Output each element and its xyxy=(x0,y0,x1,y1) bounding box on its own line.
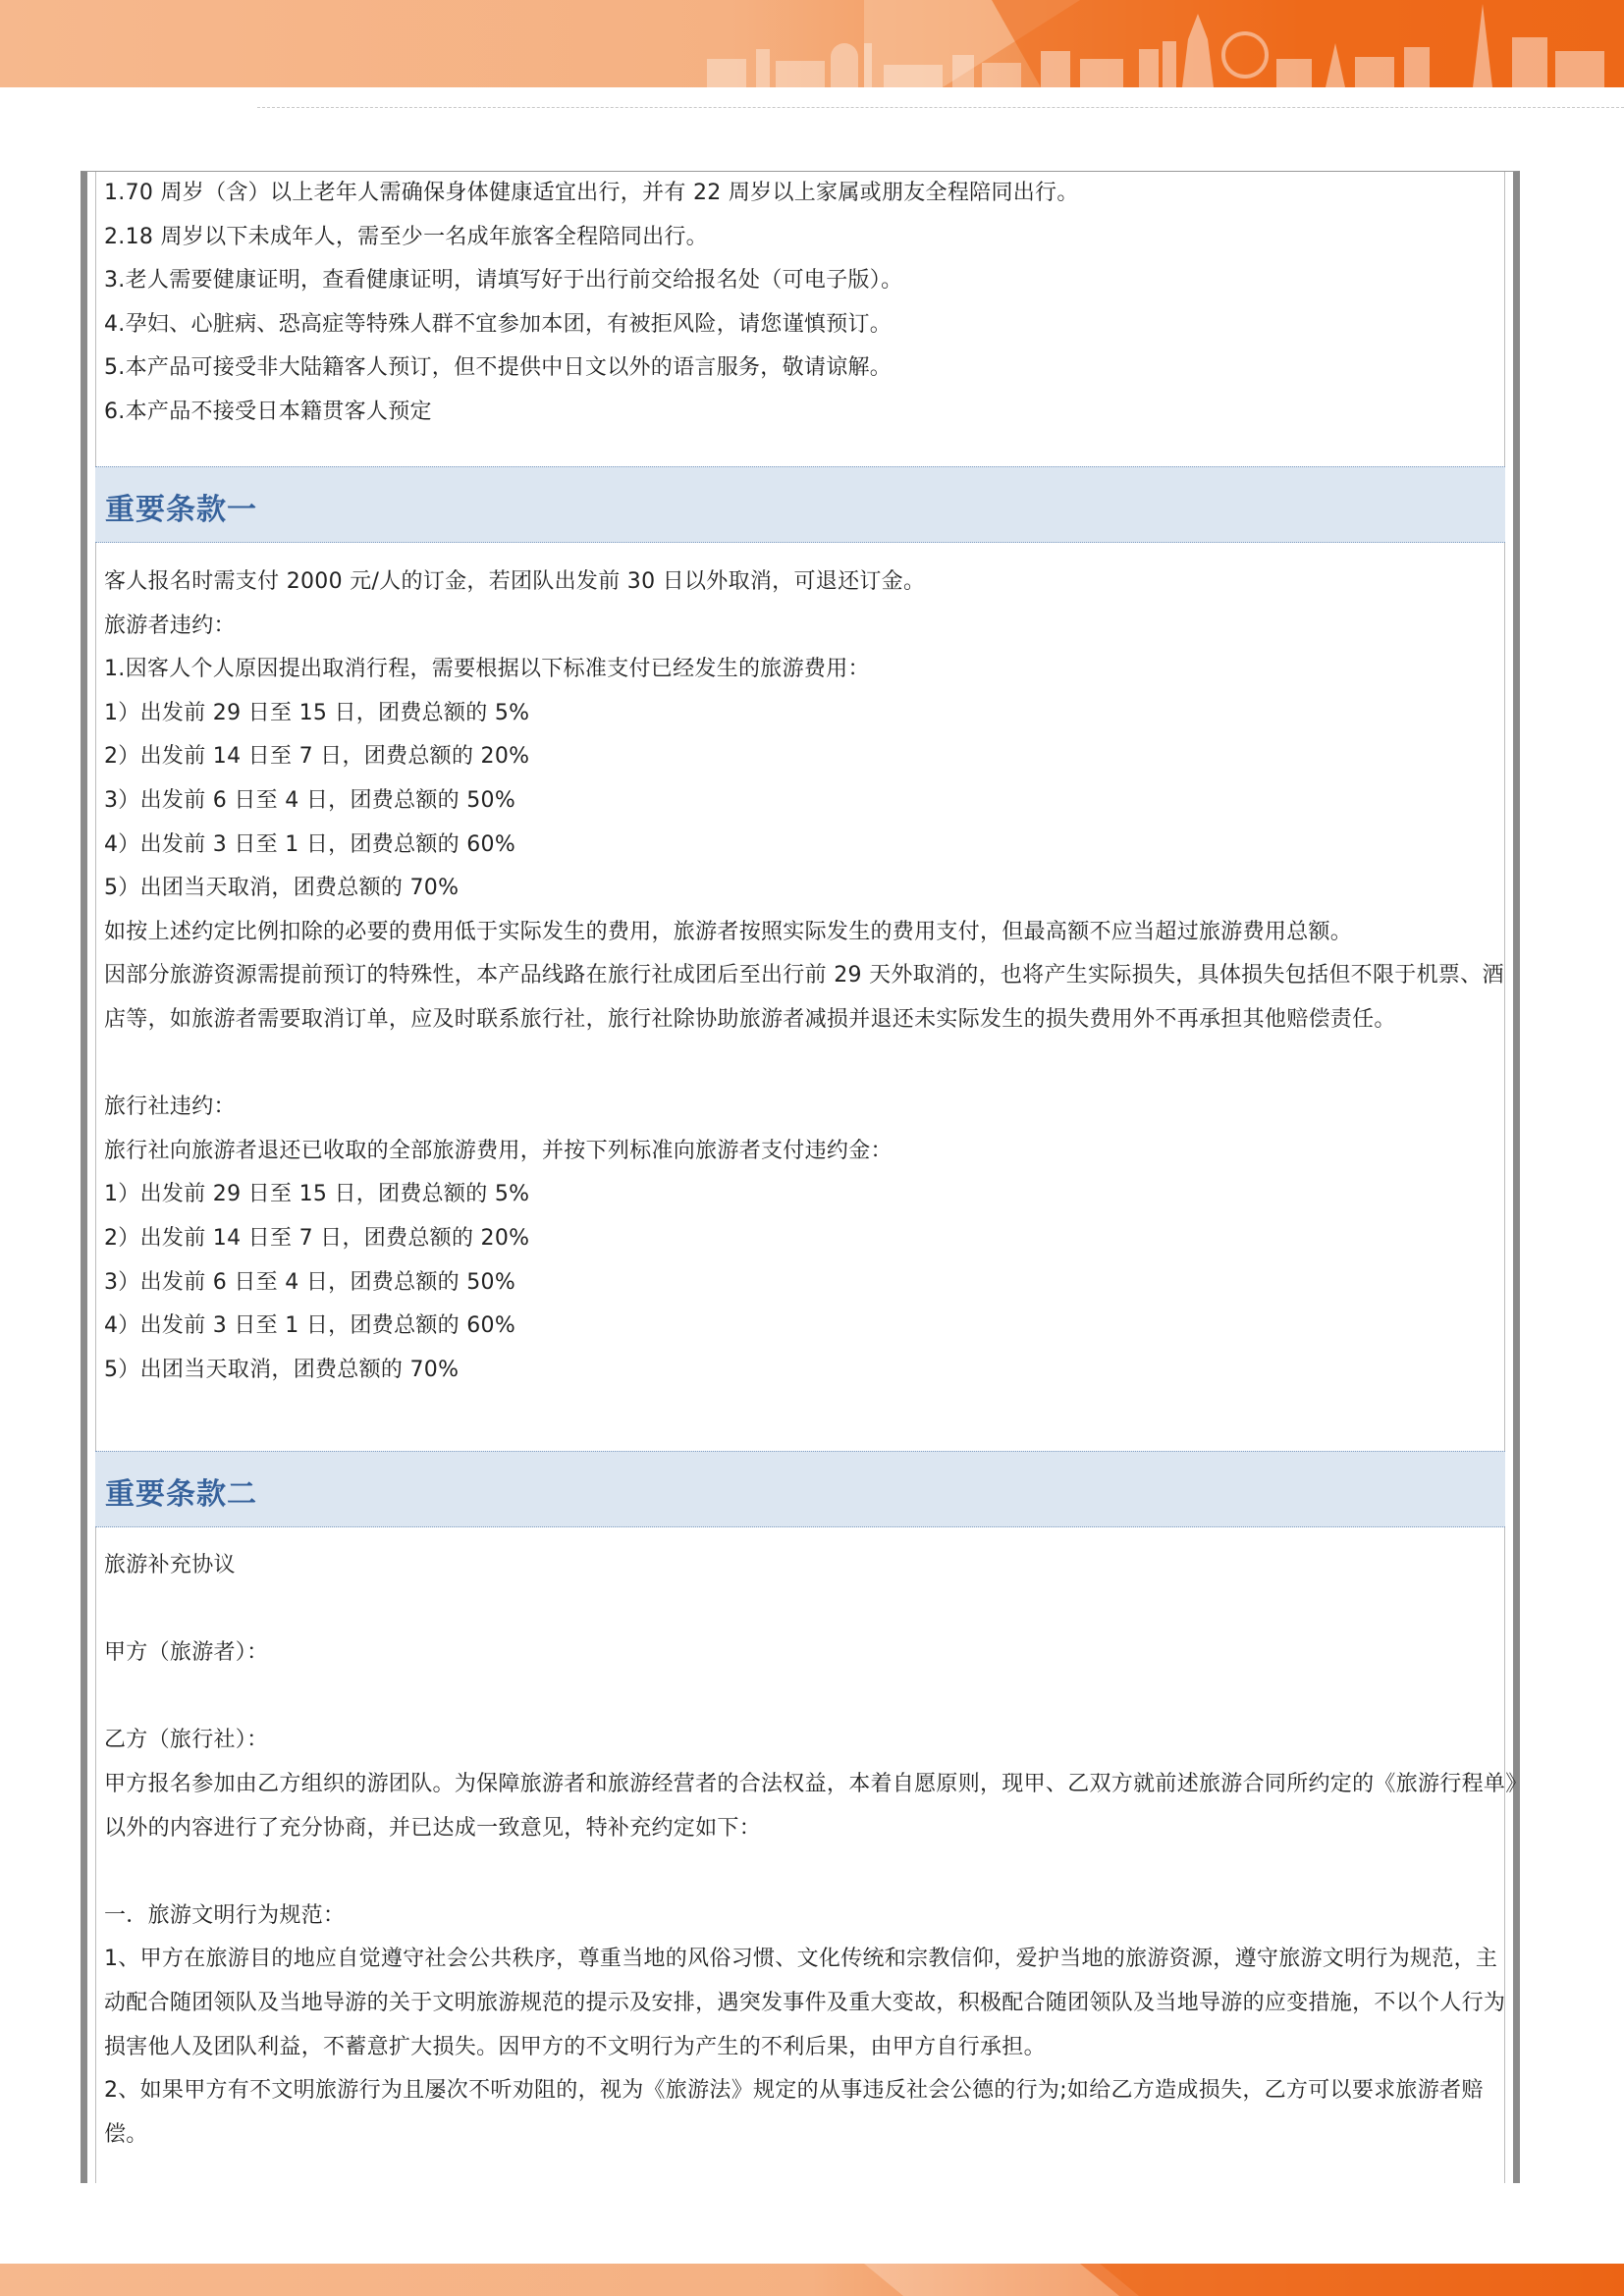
city-skyline-icon xyxy=(0,0,1624,87)
header-divider xyxy=(257,107,1624,108)
tourist-breach-title: 旅游者违约： xyxy=(104,613,236,638)
agency-breach-item: 5）出团当天取消，团费总额的 70% xyxy=(104,1357,460,1382)
blank-line xyxy=(104,1850,1518,1895)
blank-line xyxy=(104,1042,1518,1087)
tourist-breach-item: 5）出团当天取消，团费总额的 70% xyxy=(104,876,460,901)
notice-line: 6.本产品不接受日本籍贯客人预定 xyxy=(104,399,432,424)
party-b-label: 乙方（旅行社）： xyxy=(104,1728,269,1753)
notice-line: 1.70 周岁（含）以上老年人需确保身体健康适宜出行，并有 22 周岁以上家属或朋友全程陪同出行。 xyxy=(104,181,1079,205)
agency-breach-item: 3）出发前 6 日至 4 日，团费总额的 50% xyxy=(104,1269,516,1295)
clause-one-body xyxy=(104,561,1518,1392)
section-title: 重要条款一 xyxy=(105,493,257,527)
notice-line: 3.老人需要健康证明，查看健康证明，请填写好于出行前交给报名处（可电子版）。 xyxy=(104,268,903,294)
section-title: 重要条款二 xyxy=(105,1477,257,1512)
notice-section xyxy=(104,172,1518,435)
notice-line: 2.18 周岁以下未成年人，需至少一名成年旅客全程陪同出行。 xyxy=(104,224,708,249)
section-heading-clause-one xyxy=(95,466,1505,543)
content-box xyxy=(81,171,1520,2183)
agency-breach-item: 1）出发前 29 日至 15 日，团费总额的 5% xyxy=(104,1182,530,1207)
agreement-preamble: 甲方报名参加由乙方组织的游团队。为保障旅游者和旅游经营者的合法权益，本着自愿原则，现甲、乙双方就前述旅游合同所约定的《旅游行程单》以外的内容进行了充分协商，并已达成一致意见，特补充约定如下： xyxy=(104,1771,1517,1841)
footer-stripe-icon xyxy=(0,2264,1624,2296)
deposit-text: 客人报名时需支付 2000 元/人的订金，若团队出发前 30 日以外取消，可退还订金。 xyxy=(104,569,926,594)
tourist-breach-item: 3）出发前 6 日至 4 日，团费总额的 50% xyxy=(104,787,516,813)
section-one-title: 一．旅游文明行为规范： xyxy=(104,1902,346,1928)
agency-breach-item: 2）出发前 14 日至 7 日，团费总额的 20% xyxy=(104,1225,530,1251)
tourist-breach-item: 2）出发前 14 日至 7 日，团费总额的 20% xyxy=(104,744,530,770)
clause-two-body xyxy=(104,1544,1518,2157)
tourist-breach-item: 4）出发前 3 日至 1 日，团费总额的 60% xyxy=(104,831,516,857)
section-one-paragraph: 2、如果甲方有不文明旅游行为且屡次不听劝阻的，视为《旅游法》规定的从事违反社会公德的行为;如给乙方造成损失，乙方可以要求旅游者赔偿。 xyxy=(104,2078,1484,2147)
agency-breach-title: 旅行社违约： xyxy=(104,1095,236,1120)
bottom-banner xyxy=(0,2264,1624,2296)
agreement-title: 旅游补充协议 xyxy=(104,1553,236,1577)
tourist-breach-item: 1）出发前 29 日至 15 日，团费总额的 5% xyxy=(104,700,530,725)
party-a-label: 甲方（旅游者）： xyxy=(104,1640,269,1666)
blank-line xyxy=(104,1588,1518,1632)
cancellation-note: 因部分旅游资源需提前预订的特殊性，本产品线路在旅行社成团后至出行前 29 天外取消的，也将产生实际损失，具体损失包括但不限于机票、酒店等，如旅游者需要取消订单，应及时联系旅行社，旅行社除协助旅游者减损并退还未实际发生的损失费用外不再承担其他赔偿责任。 xyxy=(104,963,1504,1032)
blank-line xyxy=(104,1676,1518,1720)
agency-breach-item: 4）出发前 3 日至 1 日，团费总额的 60% xyxy=(104,1313,516,1339)
section-one-paragraph: 1、甲方在旅游目的地应自觉遵守社会公共秩序，尊重当地的风俗习惯、文化传统和宗教信仰，爱护当地的旅游资源，遵守旅游文明行为规范，主动配合随团领队及当地导游的关于文明旅游规范的提示及安排，遇突发事件及重大变故，积极配合随团领队及当地导游的应变措施，不以个人行为损害他人及团队利益，不蓄意扩大损失。因甲方的不文明行为产生的不利后果，由甲方自行承担。 xyxy=(104,1947,1506,2059)
tourist-breach-intro: 1.因客人个人原因提出取消行程，需要根据以下标准支付已经发生的旅游费用： xyxy=(104,657,870,682)
agency-breach-intro: 旅行社向旅游者退还已收取的全部旅游费用，并按下列标准向旅游者支付违约金： xyxy=(104,1138,893,1163)
cost-note: 如按上述约定比例扣除的必要的费用低于实际发生的费用，旅游者按照实际发生的费用支付，但最高额不应当超过旅游费用总额。 xyxy=(104,919,1353,944)
top-banner xyxy=(0,0,1624,87)
section-heading-clause-two xyxy=(95,1451,1505,1527)
notice-line: 5.本产品可接受非大陆籍客人预订，但不提供中日文以外的语言服务，敬请谅解。 xyxy=(104,355,893,381)
notice-line: 4.孕妇、心脏病、恐高症等特殊人群不宜参加本团，有被拒风险，请您谨慎预订。 xyxy=(104,311,893,337)
